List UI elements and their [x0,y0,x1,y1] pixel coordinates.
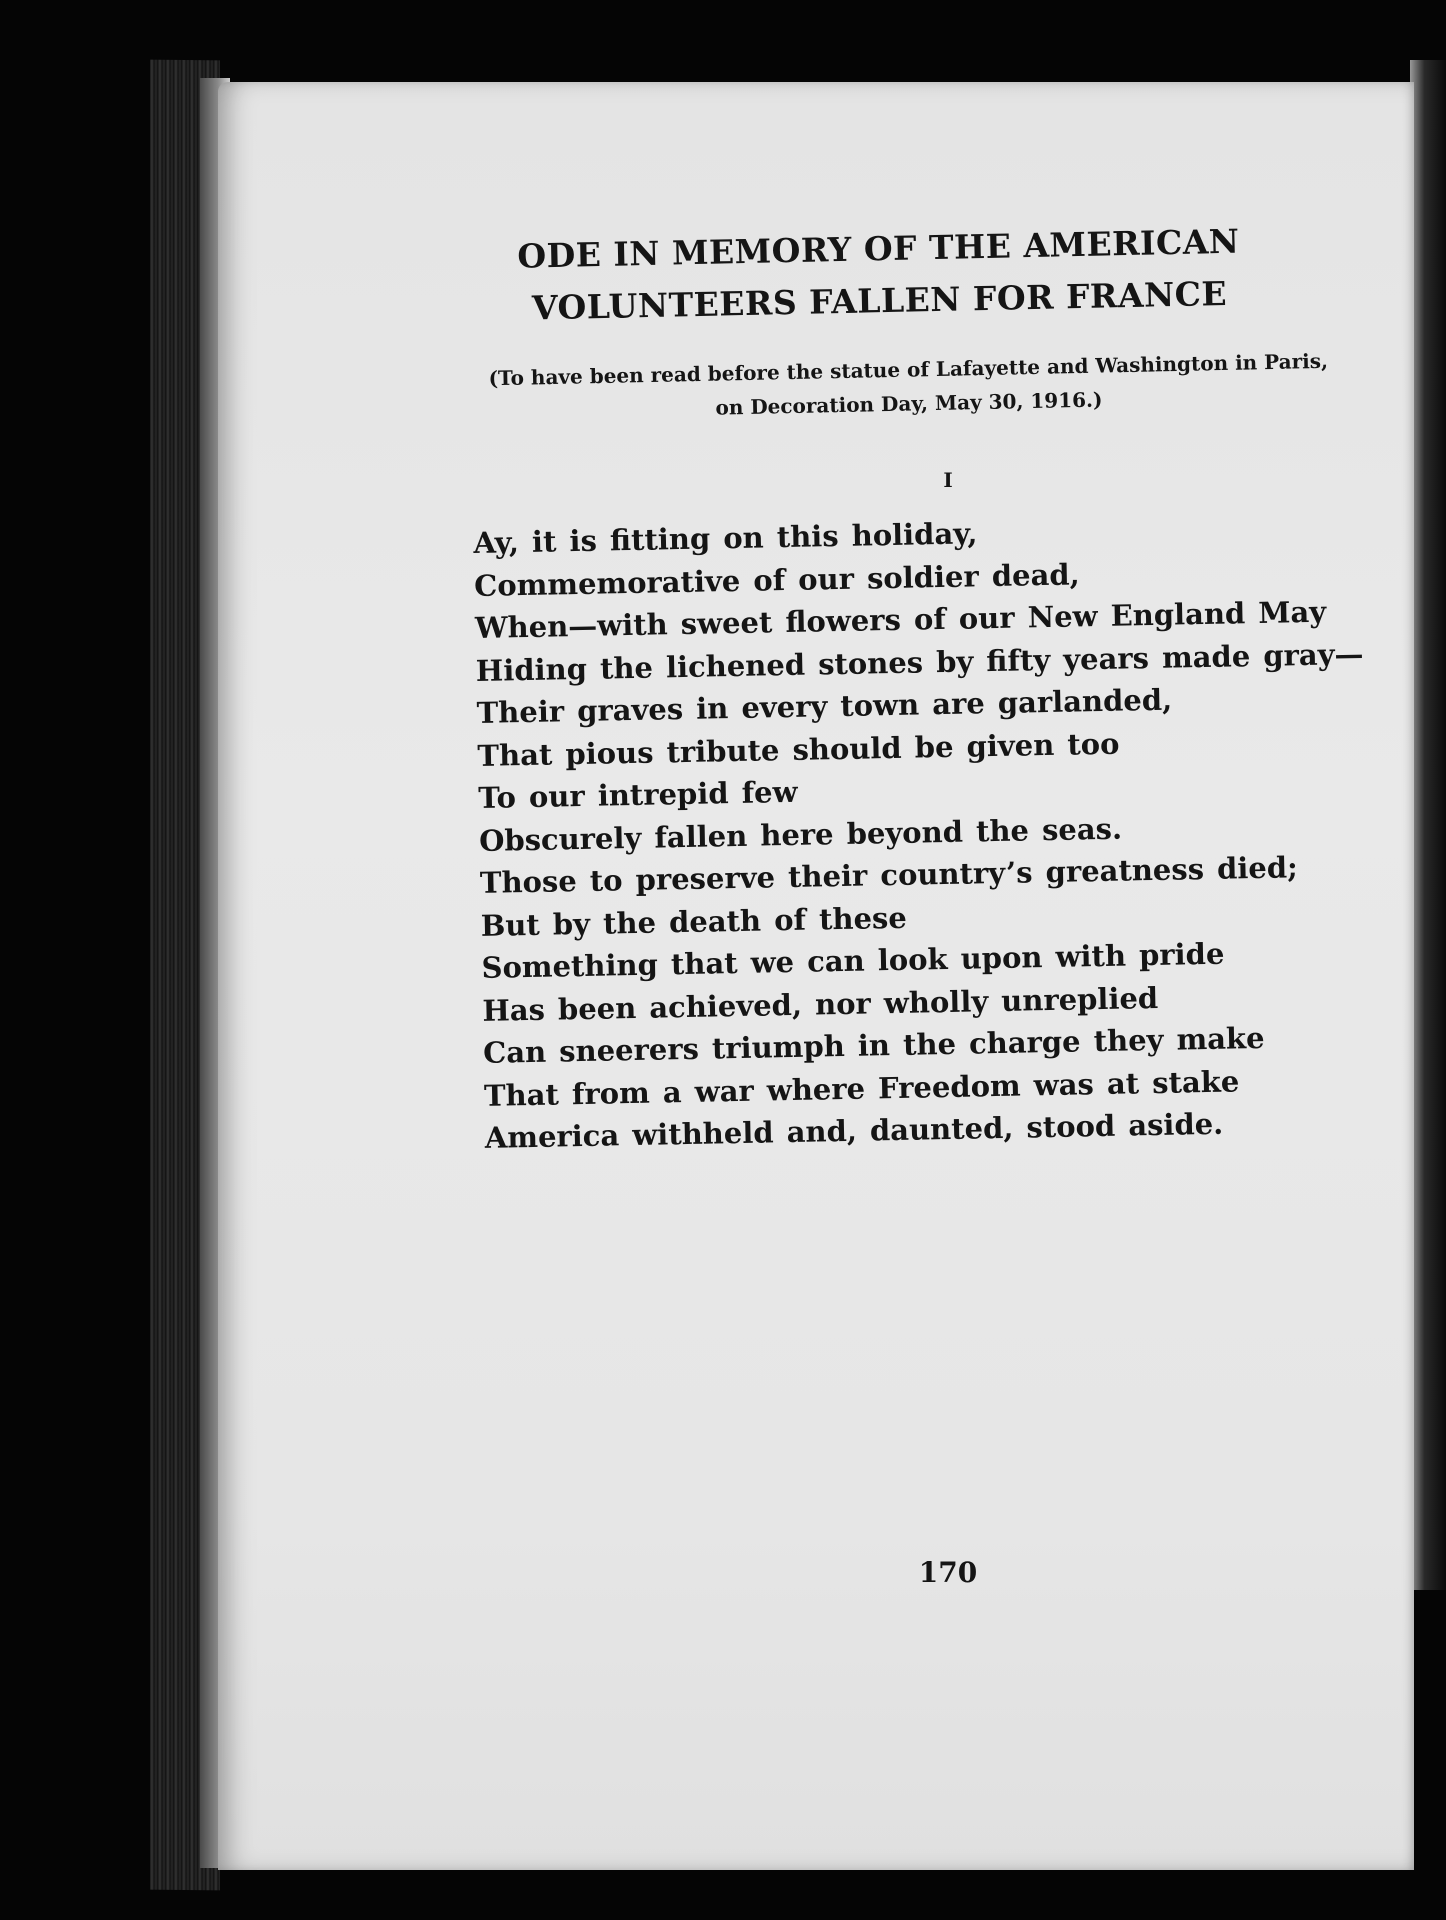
section-number: I [943,468,953,492]
poem-line: Obscurely fallen here beyond the seas. [478,811,1123,858]
page-content [218,82,1414,1870]
poem-subtitle-line: (To have been read before the statue of Lafayette and Washington in Paris, [488,348,1329,391]
poem-line: To our intrepid few [477,774,798,815]
poem-line: That from a war where Freedom was at stake [483,1063,1240,1113]
poem-title-line: ODE IN MEMORY OF THE AMERICAN [516,221,1240,276]
poem-line: Commemorative of our soldier dead, [473,556,1081,603]
poem-line: Can sneerers triumph in the charge they make [482,1020,1265,1070]
poem-line: That pious tribute should be given too [477,726,1120,773]
poem-line: America withheld and, daunted, stood aside. [484,1106,1224,1155]
poem-subtitle [458,343,1359,430]
poem-line: Their graves in every town are garlanded, [476,682,1173,730]
poem-line: Hiding the lichened stones by fifty years made gray— [475,636,1364,688]
poem-line: Ay, it is fitting on this holiday, [473,516,978,560]
book-page [218,82,1414,1870]
poem-line: Those to preserve their country’s greatness died; [479,850,1299,900]
poem-line: When—with sweet flowers of our New England May [474,594,1327,645]
poem-line: Has been achieved, nor wholly unreplied [482,980,1159,1028]
poem-line: Something that we can look upon with pride [481,936,1225,985]
book-page-edges-right [1410,60,1446,1590]
poem-title-line: VOLUNTEERS FALLEN FOR FRANCE [531,273,1228,328]
poem-stanza [473,504,1405,1159]
poem-line: But by the death of these [480,900,908,943]
page-number: 170 [918,1556,978,1589]
poem-title [458,214,1300,336]
poem-subtitle-line: on Decoration Day, May 30, 1916.) [715,387,1103,420]
